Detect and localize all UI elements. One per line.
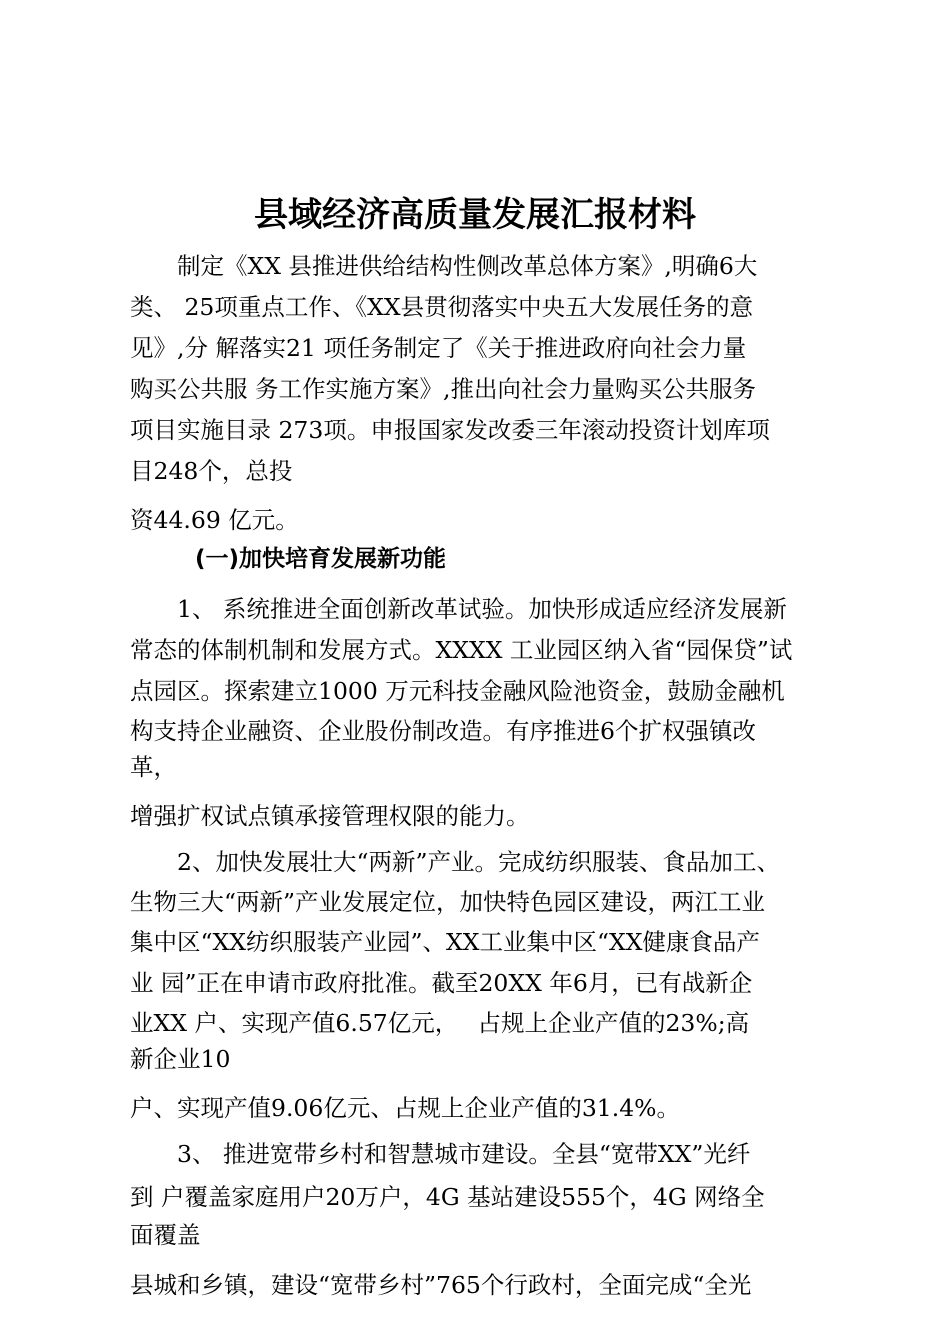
paragraph-line: 常态的体制机制和发展方式。XXXX 工业园区纳入省“园保贷”试 — [130, 636, 793, 664]
paragraph-line: 1、 系统推进全面创新改革试验。加快形成适应经济发展新 — [130, 595, 787, 623]
paragraph-line: 业XX 户、实现产值6.57亿元， 占规上企业产值的23%;高 — [130, 1009, 750, 1037]
paragraph-line: 购买公共服 务工作实施方案》,推出向社会力量购买公共服务 — [130, 375, 756, 403]
paragraph-line: 见》,分 解落实21 项任务制定了《关于推进政府向社会力量 — [130, 334, 747, 362]
paragraph-line: 到 户覆盖家庭用户20万户，4G 基站建设555个，4G 网络全 — [130, 1183, 765, 1211]
paragraph-line: 3、 推进宽带乡村和智慧城市建设。全县“宽带XX”光纤 — [130, 1140, 751, 1168]
paragraph-line: 点园区。探索建立1000 万元科技金融风险池资金，鼓励金融机 — [130, 677, 785, 705]
paragraph-line: 业 园”正在申请市政府批准。截至20XX 年6月，已有战新企 — [130, 969, 753, 997]
paragraph-line: 新企业10 — [130, 1045, 231, 1073]
paragraph-line: 类、 25项重点工作、《XX县贯彻落实中央五大发展任务的意 — [130, 293, 754, 321]
paragraph-line: 生物三大“两新”产业发展定位，加快特色园区建设，两江工业 — [130, 888, 766, 916]
paragraph-line: 构支持企业融资、企业股份制改造。有序推进6个扩权强镇改 — [130, 717, 756, 745]
section-heading: (一)加快培育发展新功能 — [195, 546, 447, 572]
paragraph-line: 制定《XX 县推进供给结构性侧改革总体方案》,明确6大 — [130, 252, 758, 280]
paragraph-line: 革， — [130, 753, 177, 781]
document-title: 县域经济高质量发展汇报材料 — [254, 195, 696, 235]
paragraph-line: 集中区“XX纺织服装产业园”、XX工业集中区“XX健康食品产 — [130, 928, 760, 956]
paragraph-line: 资44.69 亿元。 — [130, 506, 299, 534]
paragraph-line: 县城和乡镇，建设“宽带乡村”765个行政村，全面完成“全光 — [130, 1271, 752, 1299]
paragraph-line: 目248个，总投 — [130, 457, 293, 485]
paragraph-line: 2、加快发展壮大“两新”产业。完成纺织服装、食品加工、 — [130, 848, 780, 876]
paragraph-line: 增强扩权试点镇承接管理权限的能力。 — [130, 802, 530, 830]
paragraph-line: 项目实施目录 273项。申报国家发改委三年滚动投资计划库项 — [130, 416, 770, 444]
paragraph-line: 面覆盖 — [130, 1221, 201, 1249]
paragraph-line: 户、实现产值9.06亿元、占规上企业产值的31.4%。 — [130, 1094, 680, 1122]
